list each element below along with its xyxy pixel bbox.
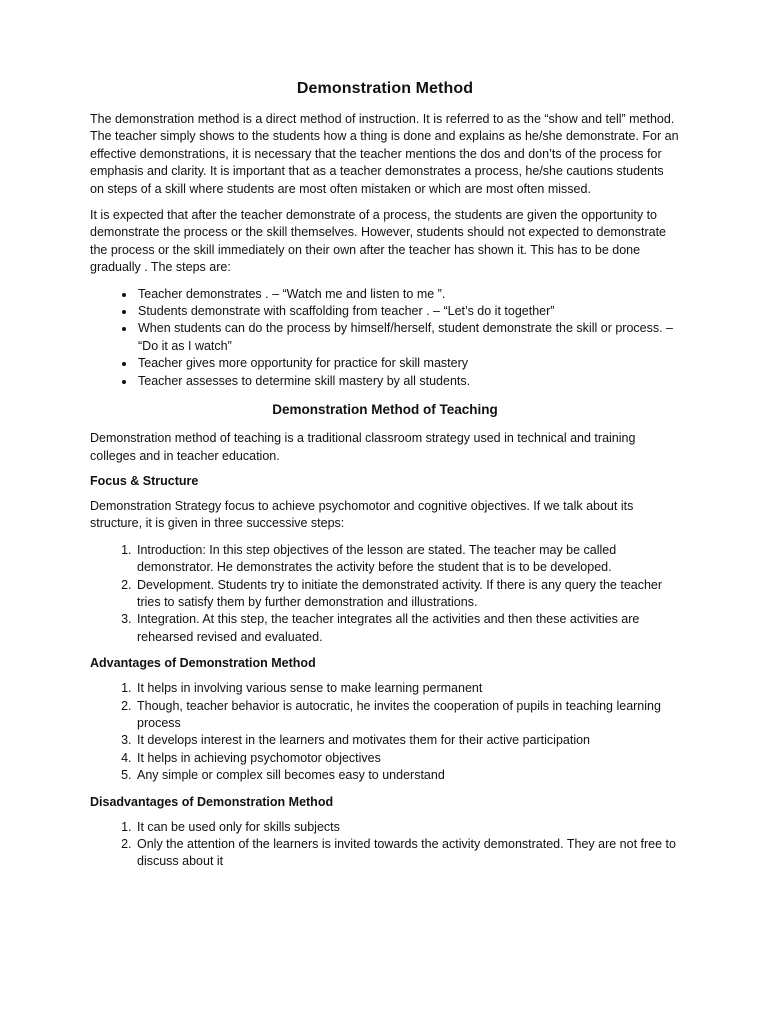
- list-item: 3. It develops interest in the learners and motivates them for their active participation: [135, 732, 680, 749]
- list-item: • Teacher assesses to determine skill mastery by all students.: [136, 373, 680, 390]
- list-item: 2. Only the attention of the learners is invited towards the activity demonstrated. They are not free to discuss about it: [135, 836, 680, 871]
- list-item: 2. Though, teacher behavior is autocratic, he invites the cooperation of pupils in teaching learning process: [135, 698, 680, 733]
- advantages-list: [90, 680, 680, 784]
- list-item: • Teacher demonstrates . – “Watch me and listen to me ”.: [136, 286, 680, 303]
- teaching-paragraph: Demonstration method of teaching is a traditional classroom strategy used in technical and training colleges and in teacher education.: [90, 431, 636, 463]
- steps-list: [90, 286, 680, 390]
- list-item: • When students can do the process by himself/herself, student demonstrate the skill or process. – “Do it as I watch”: [136, 320, 680, 355]
- list-item: 3. Integration. At this step, the teacher integrates all the activities and then these activities are rehearsed revised and evaluated.: [135, 611, 680, 646]
- focus-paragraph: Demonstration Strategy focus to achieve psychomotor and cognitive objectives. If we talk about its structure, it is given in three successive steps:: [90, 498, 634, 531]
- list-item: • Teacher gives more opportunity for practice for skill mastery: [136, 355, 680, 372]
- document-title: Demonstration Method: [296, 80, 474, 97]
- list-item: 1. It can be used only for skills subjects: [135, 819, 680, 836]
- focus-heading: Focus & Structure: [90, 473, 199, 488]
- focus-steps-list: [90, 542, 680, 646]
- advantages-heading: Advantages of Demonstration Method: [90, 656, 316, 671]
- list-item: 5. Any simple or complex sill becomes easy to understand: [135, 767, 680, 784]
- list-item: 2. Development. Students try to initiate the demonstrated activity. If there is any query the teacher tries to satisfy them by further demonstration and illustrations.: [135, 577, 680, 612]
- list-item: 4. It helps in achieving psychomotor objectives: [135, 750, 680, 767]
- disadvantages-list: [90, 819, 680, 871]
- list-item: 1. It helps in involving various sense to make learning permanent: [135, 680, 680, 697]
- disadvantages-heading: Disadvantages of Demonstration Method: [90, 794, 334, 809]
- list-item: 1. Introduction: In this step objectives of the lesson are stated. The teacher may be called demonstrator. He demonstrates the activity before the student that is to be developed.: [135, 542, 680, 577]
- list-item: • Students demonstrate with scaffolding from teacher . – “Let’s do it together”: [136, 303, 680, 320]
- intro-paragraph-1: The demonstration method is a direct method of instruction. It is referred to as the “show and tell” method. The teacher simply shows to the students how a thing is done and explains as he/she demonstrate. For an effective demonstrations, it is necessary that the teacher mentions the dos and don’ts of the process for emphasis and clarity. It is important that as a teacher demonstrates a process, he/she cautions students on steps of a skill where students are most often mistaken or which are most often missed.: [90, 112, 679, 196]
- intro-paragraph-2: It is expected that after the teacher demonstrate of a process, the students are given the opportunity to demonstrate the process or the skill themselves. However, students should not expected to demonstrate the process or the skill immediately on their own after the teacher has shown it. This has to be done gradually . The steps are:: [90, 208, 667, 275]
- section-heading-teaching: Demonstration Method of Teaching: [272, 402, 498, 418]
